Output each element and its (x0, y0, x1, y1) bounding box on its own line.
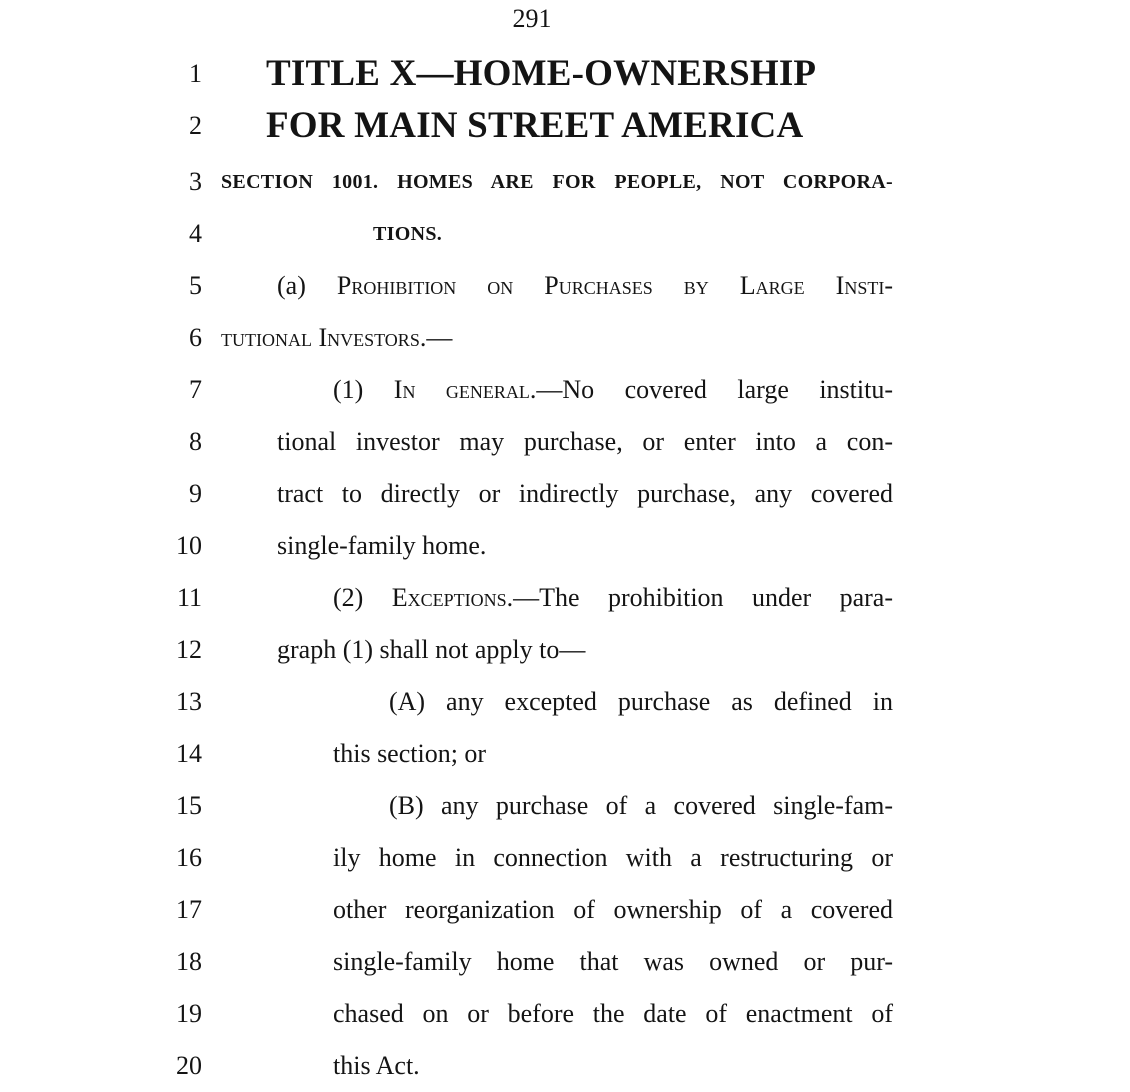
line-number: 14 (176, 739, 202, 768)
subparagraph-text: chased on or before the date of enactment of (333, 999, 893, 1028)
line-number: 3 (189, 167, 202, 196)
line-number: 11 (176, 583, 202, 612)
paragraph-text: tional investor may purchase, or enter into a con- (277, 427, 893, 456)
heading-small-caps: In general. (393, 375, 537, 404)
subparagraph-text: (B) any purchase of a covered single-fam- (389, 791, 893, 820)
paragraph-text: single-family home. (277, 531, 487, 560)
line-number: 13 (176, 687, 202, 716)
bill-line (0, 572, 1130, 624)
bill-line (0, 884, 1130, 936)
line-number: 2 (189, 111, 202, 140)
subparagraph-text: single-family home that was owned or pur- (333, 947, 893, 976)
subparagraph-text: this Act. (333, 1051, 420, 1080)
line-number: 5 (189, 271, 202, 300)
title-heading: FOR MAIN STREET AMERICA (266, 105, 804, 146)
line-number: 7 (189, 375, 202, 404)
paragraph-text (333, 364, 893, 416)
bill-line (0, 832, 1130, 884)
subparagraph-text: other reorganization of ownership of a covered (333, 895, 893, 924)
line-number: 15 (176, 791, 202, 820)
heading-small-caps: Prohibition on Purchases by Large Insti- (336, 271, 893, 300)
line-number: 20 (176, 1051, 202, 1080)
bill-line (0, 676, 1130, 728)
bill-line (0, 988, 1130, 1040)
bill-line (0, 728, 1130, 780)
subparagraph-text: ily home in connection with a restructuring or (333, 843, 893, 872)
heading-small-caps: tutional Investors. (221, 323, 427, 352)
subsection-heading (277, 260, 893, 312)
bill-line (0, 364, 1130, 416)
paragraph-text: tract to directly or indirectly purchase, any covered (277, 479, 893, 508)
bill-line (0, 624, 1130, 676)
line-number: 17 (176, 895, 202, 924)
bill-line (0, 208, 1130, 260)
section-heading: SECTION 1001. HOMES ARE FOR PEOPLE, NOT CORPORA- (221, 171, 893, 193)
paragraph-body: —The prohibition under para- (513, 583, 893, 612)
subparagraph-text: (A) any excepted purchase as defined in (389, 687, 893, 716)
enumerator: (a) (277, 271, 337, 300)
paragraph-text (333, 572, 893, 624)
line-number: 8 (189, 427, 202, 456)
title-heading: TITLE X—HOME-OWNERSHIP (266, 53, 817, 94)
line-number: 19 (176, 999, 202, 1028)
bill-line (0, 1040, 1130, 1092)
line-number: 10 (176, 531, 202, 560)
line-number: 4 (189, 219, 202, 248)
line-number: 16 (176, 843, 202, 872)
line-number: 6 (189, 323, 202, 352)
paragraph-body: —No covered large institu- (536, 375, 893, 404)
paragraph-text: graph (1) shall not apply to— (277, 635, 586, 664)
bill-line (0, 260, 1130, 312)
line-number: 9 (189, 479, 202, 508)
section-heading: TIONS. (373, 223, 443, 245)
bill-line (0, 312, 1130, 364)
bill-line (0, 780, 1130, 832)
bill-line (0, 936, 1130, 988)
bill-line (0, 416, 1130, 468)
bill-line (0, 48, 1130, 100)
bill-line (0, 468, 1130, 520)
bill-line (0, 100, 1130, 152)
subparagraph-text: this section; or (333, 739, 487, 768)
line-number: 1 (189, 59, 202, 88)
heading-dash: — (426, 323, 453, 352)
page-number: 291 (512, 4, 552, 33)
bill-line (0, 520, 1130, 572)
line-number: 18 (176, 947, 202, 976)
subsection-heading (221, 312, 452, 364)
line-number: 12 (176, 635, 202, 664)
bill-line (0, 156, 1130, 208)
heading-small-caps: Exceptions. (391, 583, 514, 612)
enumerator: (2) (333, 583, 392, 612)
enumerator: (1) (333, 375, 394, 404)
